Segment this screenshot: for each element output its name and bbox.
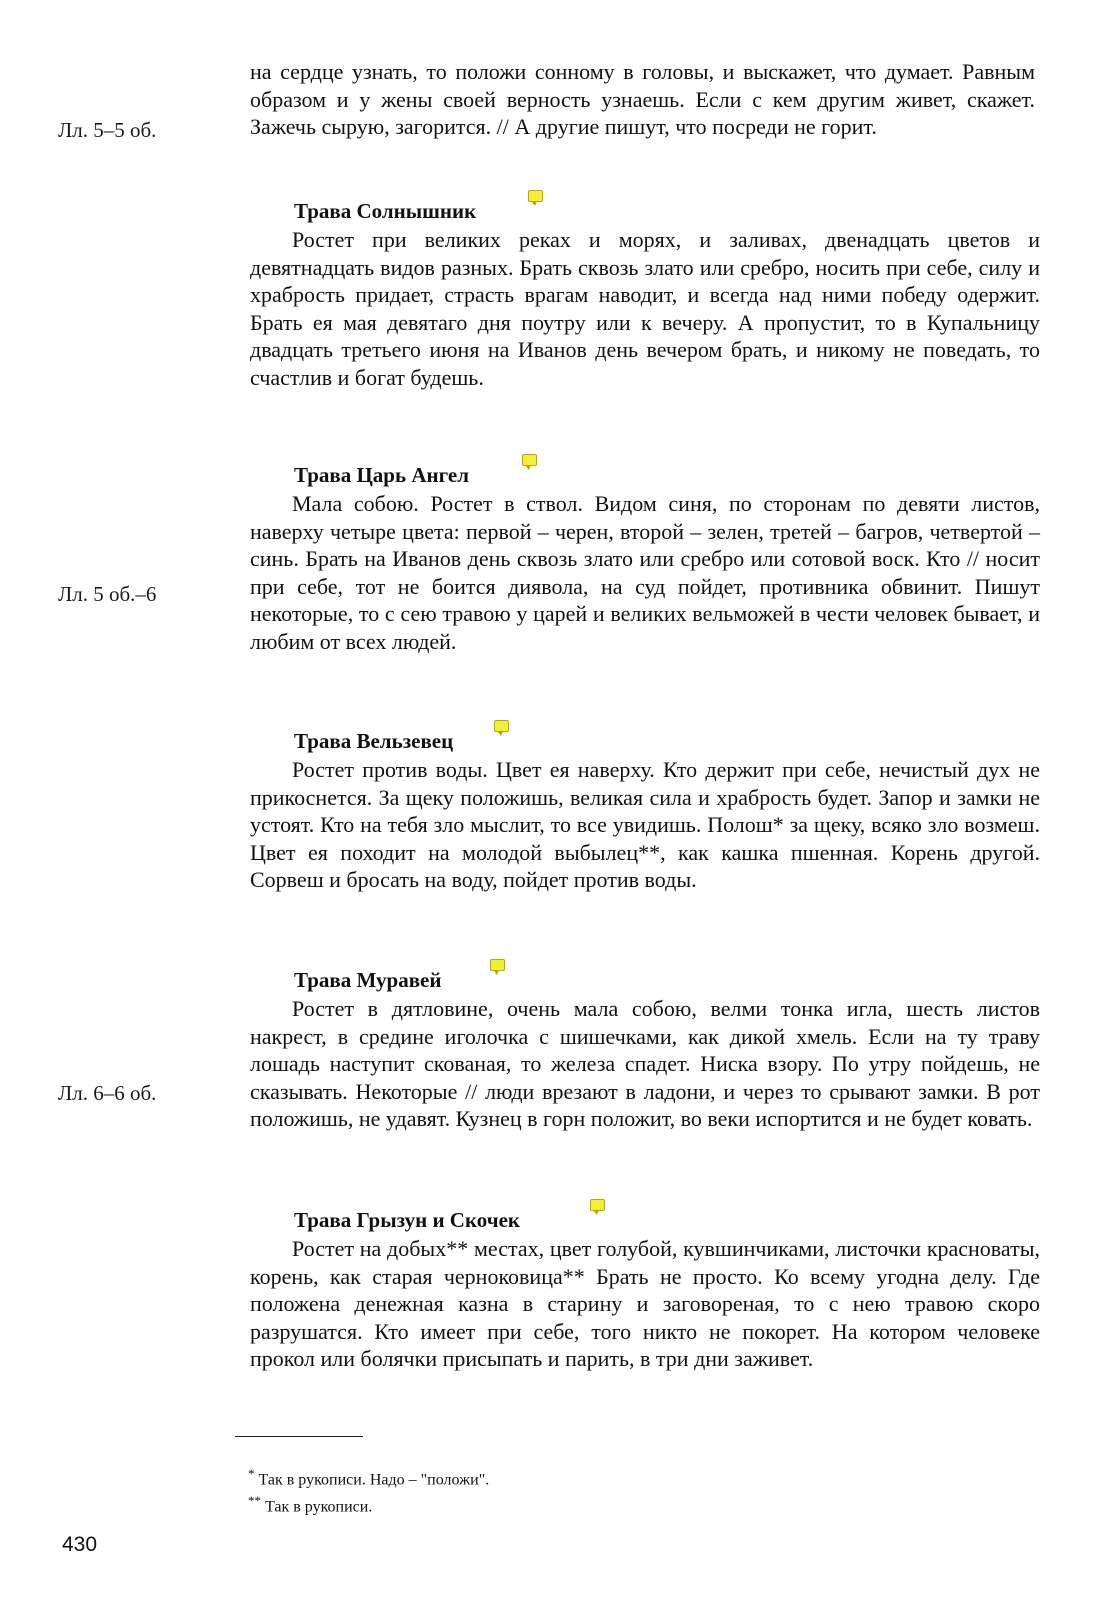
section-muravey (250, 965, 1040, 1133)
margin-note-3: Лл. 6–6 об. (58, 1081, 157, 1105)
footnote-mark: * (248, 1466, 255, 1481)
margin-note-2: Лл. 5 об.–6 (58, 582, 157, 606)
section-title (250, 965, 1040, 995)
section-title-text: Трава Муравей (294, 968, 442, 992)
comment-icon[interactable] (490, 959, 505, 971)
comment-icon[interactable] (590, 1199, 605, 1211)
section-title (250, 460, 1040, 490)
footnote-1 (248, 1466, 489, 1489)
footnote-mark: ** (248, 1493, 261, 1508)
section-text: Ростет на добых** местах, цвет голубой, кувшинчиками, листочки красноваты, корень, как старая черноковица** Брать не просто. Ко всему угодна делу. Где положена денежная казна в старину и заговореная, то с нею травою скоро разрушатся. Кто имеет при себе, того никто не покорет. На котором человеке прокол или болячки присыпать и парить, в три дни заживет. (250, 1236, 1040, 1371)
section-text: Мала собою. Ростет в ствол. Видом синя, по сторонам по девяти листов, наверху четыре цвета: первой – черен, второй – зелен, третей – багров, четвертой – синь. Брать на Иванов день сквозь злато или сребро или сотовой воск. Кто // носит при себе, тот не боится диявола, на суд пойдет, противника обвинит. Пишут некоторые, то с сею травою у царей и великих вельможей в чести человек бывает, и любим от всех людей. (250, 491, 1040, 654)
section-text: Ростет при великих реках и морях, и заливах, двенадцать цветов и девятнадцать видов разных. Брать сквозь злато или сребро, носить при себе, силу и храбрость придает, страсть врагам наводит, и всегда над ними победу одержит. Брать ея мая девятаго дня поутру или к вечеру. А пропустит, то в Купальницу двадцать третьего июня на Иванов день вечером брать, и никому не поведать, то счастлив и богат будешь. (250, 227, 1040, 390)
section-text: Ростет в дятловине, очень мала собою, велми тонка игла, шесть листов накрест, в средине иголочка с шишечками, как дикой хмель. Если на ту траву лошадь наступит скованая, то железа спадет. Ниска взору. По утру пойдешь, не сказывать. Некоторые // люди врезают в ладони, и через то срывают замки. В рот положишь, не удавят. Кузнец в горн положит, во веки испортится и не будет ковать. (250, 996, 1040, 1131)
footnote-text: Так в рукописи. Надо – "положи". (258, 1471, 490, 1489)
section-title-text: Трава Вельзевец (294, 729, 454, 753)
section-title (250, 1205, 1040, 1235)
section-title-text: Трава Солнышник (294, 199, 477, 223)
section-tsar-angel (250, 460, 1040, 655)
page-number: 430 (62, 1533, 98, 1556)
comment-icon[interactable] (522, 454, 537, 466)
section-title-text: Трава Царь Ангел (294, 463, 469, 487)
comment-icon[interactable] (494, 720, 509, 732)
footnote-divider (235, 1436, 363, 1437)
margin-note-1: Лл. 5–5 об. (58, 118, 157, 142)
footnote-2 (248, 1493, 372, 1516)
section-title-text: Трава Грызун и Скочек (294, 1208, 520, 1232)
section-gryzun (250, 1205, 1040, 1373)
intro-paragraph (250, 58, 1035, 141)
section-title (250, 726, 1040, 756)
footnote-text: Так в рукописи. (265, 1498, 373, 1516)
section-title (250, 196, 1040, 226)
section-velzevets (250, 726, 1040, 894)
section-solnyshnik (250, 196, 1040, 391)
section-text: Ростет против воды. Цвет ея наверху. Кто держит при себе, нечистый дух не прикоснется. За щеку положишь, великая сила и храбрость будет. Запор и замки не устоят. Кто на тебя зло мыслит, то все увидишь. Полош* за щеку, всяко зло возмеш. Цвет ея походит на молодой выбылец**, как кашка пшенная. Корень другой. Сорвеш и бросать на воду, пойдет против воды. (250, 757, 1040, 892)
intro-text: на сердце узнать, то положи сонному в головы, и выскажет, что думает. Равным образом и у жены своей верность узнаешь. Если с кем другим живет, скажет. Зажечь сырую, загорится. // А другие пишут, что посреди не горит. (250, 59, 1035, 139)
comment-icon[interactable] (528, 190, 543, 202)
